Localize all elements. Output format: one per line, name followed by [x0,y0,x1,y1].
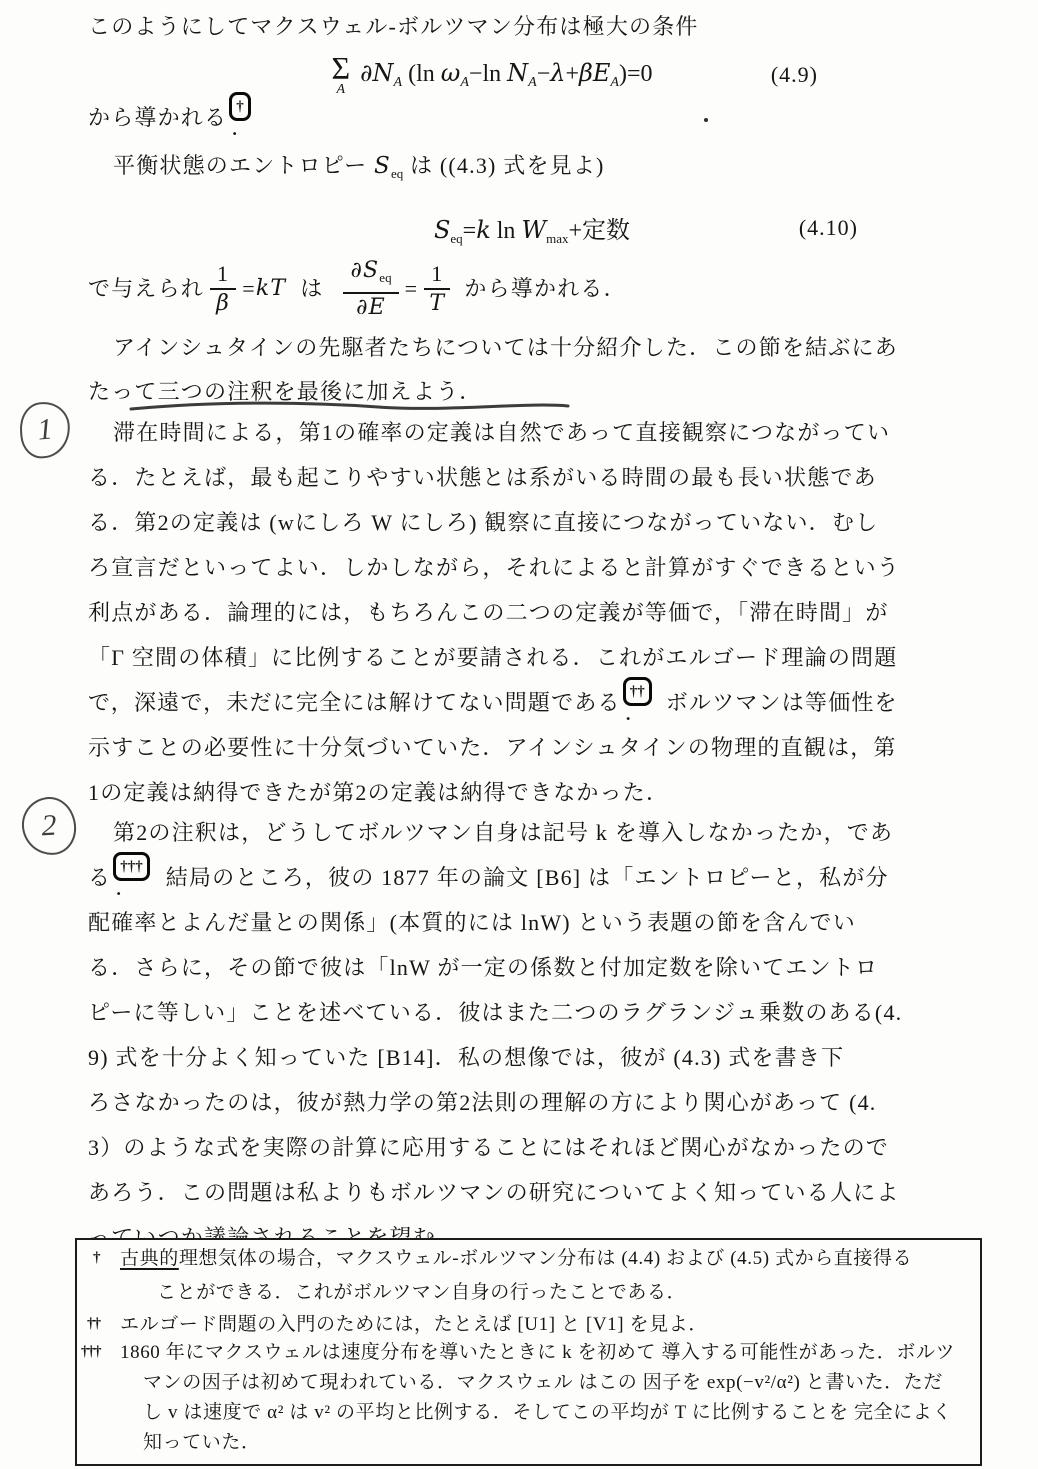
math-term: ∂N [360,59,394,87]
fraction-1-over-T [424,263,450,315]
paragraph-line: 3）のような式を実際の計算に応用することにはそれほど関心がなかったので [88,1135,890,1160]
footnote-line: マンの因子は初めて現われている．マクスウェル はこの 因子を exp(−v²/α²) と書いた．ただ [143,1372,943,1393]
text-segment: ボルツマンは等価性を [665,690,898,715]
summation-symbol [331,50,351,97]
paragraph-line [88,859,889,900]
math-term: S [433,215,451,244]
math-term: = [462,217,477,244]
paragraph-line: ろさなかったのは，彼が熱力学の第2法則の理解の方により関心があって (4. [88,1090,877,1115]
double-dagger-footnote-marker: †† [623,677,652,706]
math-term: +定数 [568,217,631,244]
paragraph-line: る．たとえば，最も起こりやすい状態とは系がいる時間の最も長い状態であ [88,465,877,490]
margin-circled-number-2: 2 [21,796,78,857]
math-term: k [476,215,491,244]
math-subscript: eq [450,230,463,246]
text-segment: たって [88,379,158,404]
footnote-line: エルゴード問題の入門のためには，たとえば [U1] と [V1] を見よ． [120,1314,708,1335]
sigma-subscript: A [336,82,346,97]
math-term: −ln [468,61,508,87]
paragraph-line [88,684,898,725]
text-segment: は ((4.3) 式を見よ) [403,153,605,178]
math-term: (ln [402,61,441,87]
footnote-line: ことができる．これがボルツマン自身の行ったことである． [157,1282,687,1303]
scan-speck [704,118,708,122]
footnote-line: し v は速度で α² は v² の平均と比例する．そしてこの平均が T に比例することを 完全によく [143,1402,952,1423]
denominator: T [429,291,446,316]
numerator: 1 [424,263,450,290]
hand-drawn-underline [128,398,572,414]
period: ． [459,379,483,404]
math-term: ln [490,217,522,244]
dagger-footnote-marker: † [93,1250,100,1266]
fraction-line [88,258,627,320]
math-term: = [242,276,256,301]
paragraph-line: 滞在時間による，第1の確率の定義は自然であって直接観察につながってい [113,420,891,445]
paragraph-line: る．第2の定義は (wにしろ W にしろ) 観察に直接につながっていない．むし [88,510,879,535]
paragraph-line: ろ宣言だといってよい．しかしながら，それによると計算がすぐできるという [88,555,901,580]
text-segment: る [88,865,112,890]
footnote-line [120,1246,912,1272]
text-segment: は [300,276,324,301]
paragraph-line: 第2の注釈は，どうしてボルツマン自身は記号 k を導入しなかったか，であ [113,820,894,845]
footnote-line: 知っていた． [143,1432,261,1453]
fraction-1-over-beta [210,263,236,315]
paragraph-line: 9) 式を十分よく知っていた [B14]．私の想像では，彼が (4.3) 式を書き下 [88,1045,845,1070]
math-term: + [565,61,579,87]
math-subscript: A [393,75,403,90]
text-segment: 平衡状態のエントロピー [113,153,375,178]
math-subscript: A [610,75,619,90]
paragraph-line: 1の定義は納得できたが第2の定義は納得できなかった． [88,780,670,805]
triple-dagger-footnote-marker: ††† [113,852,150,881]
math-subscript: eq [379,270,392,285]
math-term: βE [579,59,611,87]
paragraph-line: る．さらに，その節で彼は「lnW が一定の係数と付加定数を除いてエントロ [88,955,879,980]
math-term: S [374,153,391,179]
math-term: )=0 [618,61,653,87]
derived-line [88,99,255,140]
footnote-box [75,1238,982,1466]
math-subscript: A [460,75,469,90]
numerator: 1 [210,263,236,290]
footnote-ref-wrap [113,859,150,900]
text-segment: 理想気体の場合，マクスウェル-ボルツマン分布は (4.4) および (4.5) 式から直接得る [178,1248,913,1269]
fraction-dS-dE [343,259,398,319]
denominator: β [216,291,231,316]
underlined-text: 古典的 [120,1248,179,1269]
derived-text: から導かれる [88,105,228,130]
equilibrium-entropy-line [113,151,605,189]
footnote-line: 1860 年にマクスウェルは速度分布を導いたときに k を初めて 導入する可能性があった．ボルツ [120,1342,956,1363]
intro-line: このようにしてマクスウェル-ボルツマン分布は極大の条件 [88,14,699,39]
period: ． [624,700,648,725]
math-term: kT [255,276,287,301]
text-segment: から導かれる． [464,276,627,301]
denominator: ∂E [356,295,386,320]
footnote-ref-wrap [229,99,255,140]
paragraph-line: あろう．この問題は私よりもボルツマンの研究についてよく知っている人によ [88,1180,900,1205]
math-term: ω [440,59,461,87]
math-term: λ [550,59,566,87]
math-subscript: max [546,230,569,246]
math-term: N [507,59,529,87]
paragraph-line: 「Γ 空間の体積」に比例することが要請される．これがエルゴード理論の問題 [88,645,898,670]
paragraph-line: 配確率とよんだ量との関係」(本質的には lnW) という表題の節を含んでい [88,910,856,935]
math-term: ∂S [350,258,380,283]
math-subscript: A [528,75,537,90]
numerator [343,259,398,294]
text-segment: で，深遠で，未だに完全には解けてない問題である [88,690,621,715]
paragraph-line: 示すことの必要性に十分気づいていた．アインシュタインの物理的直観は，第 [88,735,897,760]
margin-circled-number-1: 1 [18,400,73,460]
equation-body [434,210,630,247]
math-subscript: eq [391,166,404,181]
triple-dagger-footnote-marker: ††† [81,1344,101,1360]
math-term: − [536,61,551,87]
equation-number-4-10: (4.10) [798,215,858,240]
equation-number-4-9: (4.9) [770,62,818,87]
double-dagger-footnote-marker: †† [87,1316,100,1332]
paragraph-line: アインシュタインの先駆者たちについては十分紹介した．この節を結ぶにあ [113,335,898,360]
math-term: W [521,215,547,244]
paragraph-line: ピーに等しい」ことを述べている．彼はまた二つのラグランジュ乗数のある(4. [88,1000,903,1025]
footnote-ref-wrap [623,684,652,725]
text-segment: 結局のところ，彼の 1877 年の論文 [B6] は「エントロピーと，私が分 [165,865,889,890]
equation-4-10 [98,208,966,248]
sigma-glyph: Σ [331,50,351,86]
period: ． [115,875,139,900]
period: ． [231,115,255,140]
equation-body [360,59,652,91]
equation-4-9 [58,44,926,106]
text-segment: で与えられ [88,276,205,301]
dagger-footnote-marker: † [229,92,251,121]
math-term: = [404,276,419,301]
hand-underlined-text: 三つの注釈を最後に加えよう [157,379,460,404]
paragraph-line: 利点がある．論理的には，もちろんこの二つの定義が等価で，「滞在時間」が [88,600,889,625]
